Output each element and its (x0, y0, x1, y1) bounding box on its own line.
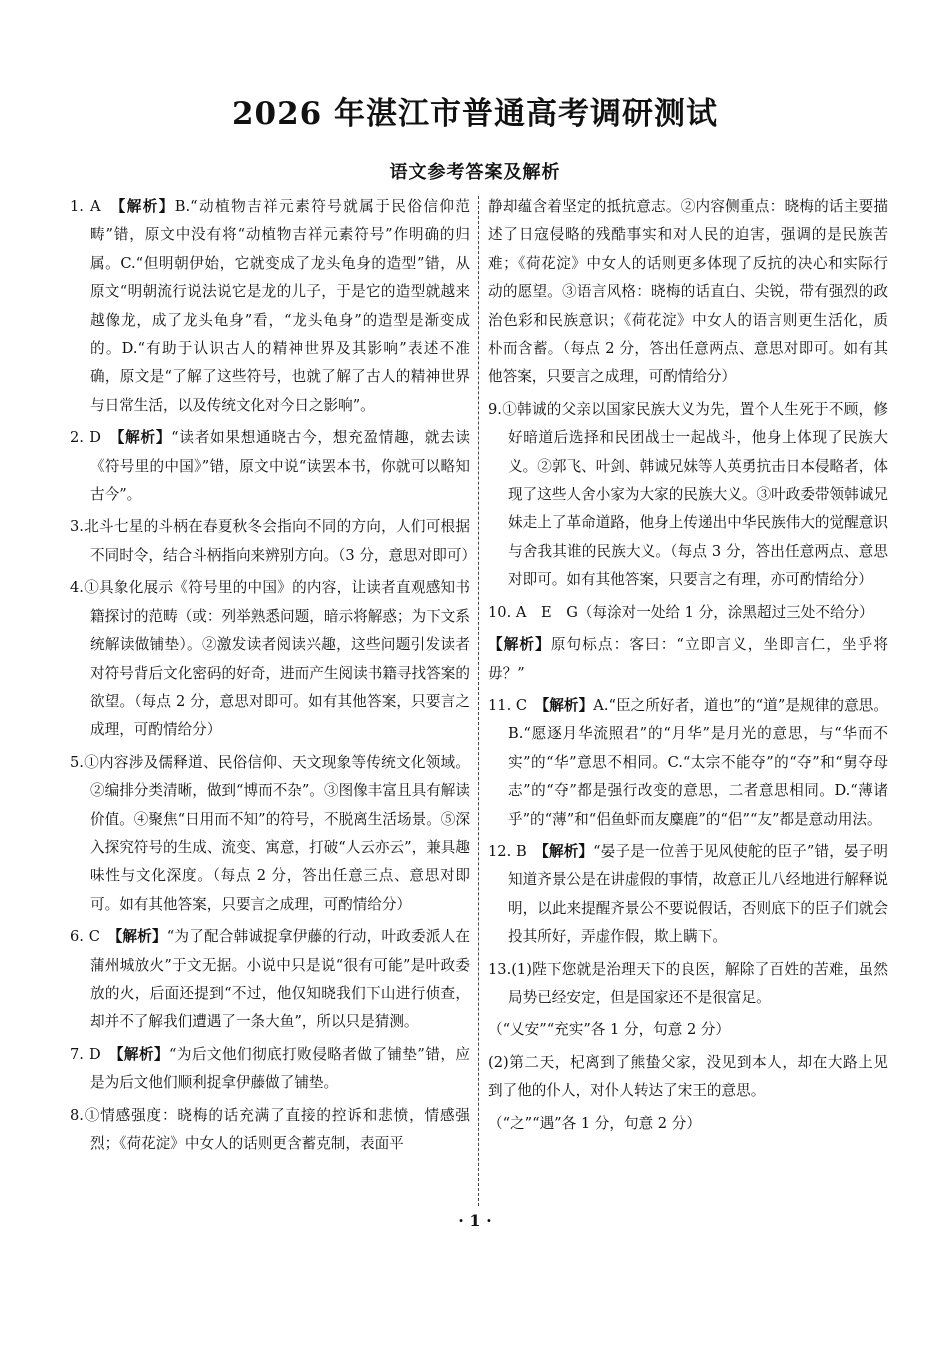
analysis-tag: 【解析】 (114, 928, 167, 946)
answer-text: ①韩诚的父亲以国家民族大义为先，置个人生死于不顾，修好暗道后选择和民团战士一起战斗，他身上体现了民族大义。②郭飞、叶剑、韩诚兄妹等人英勇抗击日本侵略者，体现了这些人舍小家为大家的民族大义。③叶政委带领韩诚兄妹走上了革命道路，他身上传递出中华民族伟大的觉醒意识与舍我其谁的民族大义。（每点 3 分，答出任意两点、意思对即可。如有其他答案，只要言之有理，亦可酌情给分） (501, 400, 888, 589)
answer-item-7 (70, 1041, 470, 1098)
column-divider (478, 196, 479, 1206)
answer-item-8 (70, 1102, 470, 1159)
analysis-tag: 【解析】 (541, 842, 594, 860)
answer-number: 3. (70, 518, 84, 536)
answer-item-10 (488, 599, 888, 627)
answer-number: 12. B (488, 842, 527, 860)
answer-number: 2. D (70, 429, 102, 447)
answer-text: “读者如果想通晓古今，想充盈情趣，就去读《符号里的中国》”错，原文中说“读罢本书，你就可以略知古今”。 (90, 429, 471, 504)
answer-number: 9. (488, 400, 502, 418)
answer-item-11 (488, 692, 888, 834)
answer-item-8-continued: 静却蕴含着坚定的抵抗意志。②内容侧重点：晓梅的话主要描述了日寇侵略的残酷事实和对人民的迫害，强调的是民族苦难；《荷花淀》中女人的话则更多体现了反抗的决心和实际行动的愿望。③语言风格：晓梅的话直白、尖锐，带有强烈的政治色彩和民族意识；《荷花淀》中女人的语言则更生活化，质朴而含蓄。（每点 2 分，答出任意两点、意思对即可。如有其他答案，只要言之成理，可酌情给分） (488, 198, 888, 386)
answer-item-6 (70, 923, 470, 1037)
analysis-tag: 【解析】 (541, 696, 594, 714)
answer-text: (1)陛下您就是治理天下的良医，解除了百姓的苦难，虽然局势已经安定，但是国家还不是很富足。 (508, 960, 888, 1006)
left-column (70, 193, 477, 1162)
answer-text: 北斗七星的斗柄在春夏秋冬会指向不同的方向，人们可根据不同时令，结合斗柄指向来辨别方向。（3 分，意思对即可） (83, 518, 477, 564)
answer-item-2 (70, 424, 470, 509)
answer-item-5 (70, 749, 470, 919)
answer-number: 6. C (70, 928, 100, 946)
answer-text: ①具象化展示《符号里的中国》的内容，让读者直观感知书籍探讨的范畴（或：列举熟悉问题，暗示将解惑；为下文系统解读做铺垫）。②激发读者阅读兴趣，这些问题引发读者对符号背后文化密码的好奇，进而产生阅读书籍寻找答案的欲望。（每点 2 分，意思对即可。如有其他答案，只要言之成理，可酌情给分） (83, 579, 470, 739)
answer-item-13-score-2: （“之”“遇”各 1 分，句意 2 分） (488, 1114, 701, 1132)
answer-number: 10. A E G (488, 603, 578, 621)
answer-number: 5. (70, 753, 84, 771)
answer-item-4 (70, 574, 470, 744)
answer-text: ①情感强度：晓梅的话充满了直接的控诉和悲愤，情感强烈；《荷花淀》中女人的话则更含蓄克制，表面平 (83, 1106, 470, 1152)
answer-text: ①内容涉及儒释道、民俗信仰、天文现象等传统文化领域。②编排分类清晰，做到“博而不杂”。③图像丰富且具有解读价值。④聚焦“日用而不知”的符号，不脱离生活场景。⑤深入探究符号的生成、流变、寓意，打破“人云亦云”，兼具趣味性与文化深度。（每点 2 分，答出任意三点、意思对即可。如有其他答案，只要言之成理，可酌情给分） (83, 753, 470, 913)
analysis-tag: 【解析】 (117, 198, 175, 215)
answer-item-9 (488, 396, 888, 595)
answer-number: 1. A (70, 198, 101, 215)
answer-number: 8. (70, 1106, 84, 1124)
answer-item-1 (70, 193, 470, 420)
answer-text: “晏子是一位善于见风使舵的臣子”错，晏子明知道齐景公是在讲虚假的事情，故意正儿八经地进行解释说明，以此来提醒齐景公不要说假话，否则底下的臣子们就会投其所好，弄虚作假，欺上瞒下。 (508, 842, 888, 946)
answer-item-10-analysis (488, 631, 888, 688)
right-column (488, 193, 888, 1142)
answer-text: （每涂对一处给 1 分，涂黑超过三处不给分） (577, 603, 874, 621)
page-subtitle: 语文参考答案及解析 (389, 162, 561, 183)
answer-text: B.“动植物吉祥元素符号就属于民俗信仰范畴”错，原文中没有将“动植物吉祥元素符号”作明确的归属。C.“但明朝伊始，它就变成了龙头龟身的造型”错，从原文“明朝流行说法说它是龙的儿子，于是它的造型就越来越像龙，成了龙头龟身”看，“龙头龟身”的造型是渐变成的。D.“有助于认识古人的精神世界及其影响”表述不准确，原文是“了解了这些符号，也就了解了古人的精神世界与日常生活，以及传统文化对今日之影响”。 (90, 198, 470, 414)
answer-number: 4. (70, 579, 84, 597)
answer-item-12 (488, 838, 888, 952)
answer-text: A.“臣之所好者，道也”的“道”是规律的意思。B.“愿逐月华流照君”的“月华”是月光的意思，与“华而不实”的“华”意思不相同。C.“太宗不能夺”的“夺”和“舅夺母志”的“夺”都是强行改变的意思，二者意思相同。D.“薄诸乎”的“薄”和“侣鱼虾而友麋鹿”的“侣”“友”都是意动用法。 (508, 696, 889, 828)
answer-item-13-part-2: (2)第二天，杞离到了熊蛰父家，没见到本人，却在大路上见到了他的仆人，对仆人转达了宋王的意思。 (488, 1053, 888, 1100)
analysis-tag: 【解析】 (116, 1045, 170, 1063)
answer-item-3 (70, 513, 477, 570)
answer-number: 11. C (488, 696, 528, 714)
answer-text: 原句标点：客曰：“立即言义，坐即言仁，坐乎将毋？” (488, 636, 888, 682)
answer-item-13 (488, 956, 888, 1013)
page-title: 2026 年湛江市普通高考调研测试 (231, 96, 719, 132)
answer-text: “为了配合韩诚捉拿伊藤的行动，叶政委派人在蒲州城放火”于文无据。小说中只是说“很有可能”是叶政委放的火，后面还提到“不过，他仅知晓我们下山进行侦查，却并不了解我们遭遇了一条大鱼”，所以只是猜测。 (90, 928, 470, 1031)
analysis-tag: 【解析】 (488, 636, 551, 654)
answer-text: “为后文他们彻底打败侵略者做了铺垫”错，应是为后文他们顺利捉拿伊藤做了铺垫。 (90, 1045, 470, 1092)
answer-item-13-score-1: （“乂安”“充实”各 1 分，句意 2 分） (488, 1021, 731, 1039)
answer-number: 13. (488, 960, 512, 978)
answer-number: 7. D (70, 1045, 101, 1063)
page-number: · 1 · (458, 1211, 492, 1230)
analysis-tag: 【解析】 (117, 429, 172, 447)
